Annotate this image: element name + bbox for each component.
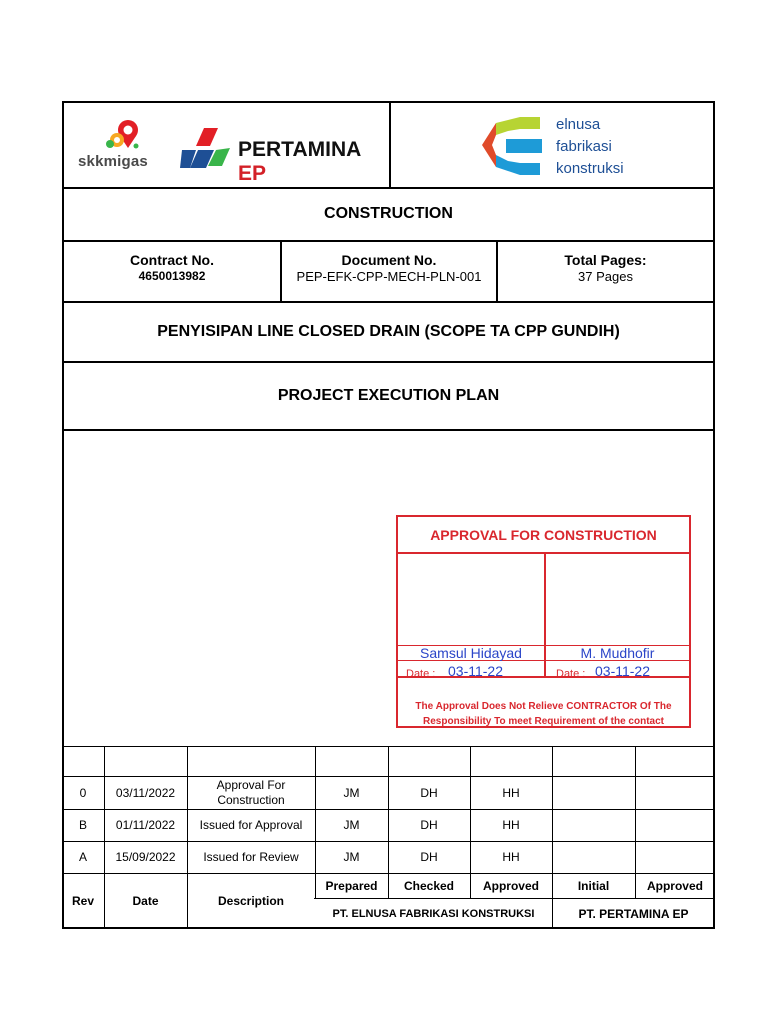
pages-label: Total Pages: — [564, 252, 647, 268]
rev-0-approved: HH — [502, 785, 520, 800]
pertamina-emblem-icon — [180, 126, 232, 170]
contract-label: Contract No. — [130, 252, 214, 268]
rev-b-date: 01/11/2022 — [115, 818, 176, 832]
section-title: CONSTRUCTION — [324, 205, 453, 222]
skkmigas-logo — [76, 116, 176, 176]
rev-a-prepared: JM — [343, 850, 360, 864]
logo-divider — [389, 101, 391, 188]
contractor-name: PT. ELNUSA FABRIKASI KONSTRUKSI — [332, 907, 535, 920]
approval-stamp — [396, 515, 691, 728]
rev-0-rev: 0 — [79, 785, 87, 800]
rev-0-date: 03/11/2022 — [115, 785, 176, 800]
pages-value: 37 Pages — [578, 269, 633, 284]
stamp-right-date: 03-11-22 — [595, 663, 651, 679]
stamp-right-name: M. Mudhofir — [580, 645, 655, 661]
owner-name: PT. PERTAMINA EP — [578, 906, 689, 921]
rev-0-checked: DH — [420, 785, 438, 800]
header-rev: Rev — [71, 894, 94, 908]
rev-b-rev: B — [78, 818, 87, 832]
pages-block — [498, 252, 713, 284]
contract-number: 4650013982 — [138, 269, 206, 283]
stamp-left-name: Samsul Hidayad — [420, 645, 522, 661]
elnusa-line-3: konstruksi — [556, 160, 624, 177]
rev-b-prepared: JM — [343, 818, 360, 832]
skkmigas-wordmark: skkmigas — [78, 153, 148, 170]
rev-a-checked: DH — [420, 850, 438, 864]
rev-0-desc: Approval For Construction — [216, 777, 286, 807]
rev-a-date: 15/09/2022 — [115, 850, 176, 864]
rev-b-approved: HH — [502, 818, 520, 832]
contract-block — [64, 252, 280, 283]
header-initial: Initial — [577, 878, 610, 893]
document-block — [282, 252, 496, 284]
document-title: PROJECT EXECUTION PLAN — [277, 386, 500, 404]
pertamina-logo — [180, 126, 385, 185]
header-approved-owner: Approved — [646, 878, 703, 893]
rev-b-checked: DH — [420, 818, 438, 832]
rev-b-desc: Issued for Approval — [199, 818, 303, 832]
elnusa-emblem-icon — [482, 115, 546, 177]
stamp-title: APPROVAL FOR CONSTRUCTION — [430, 526, 657, 543]
stamp-left-date: 03-11-22 — [448, 663, 504, 679]
rev-0-prepared: JM — [343, 785, 360, 800]
header-date: Date — [132, 894, 159, 908]
header-approved: Approved — [482, 878, 539, 893]
header-description: Description — [217, 894, 284, 908]
header-prepared: Prepared — [325, 878, 378, 893]
rev-a-desc: Issued for Review — [203, 850, 299, 864]
elnusa-line-2: fabrikasi — [556, 138, 612, 155]
project-title: PENYISIPAN LINE CLOSED DRAIN (SCOPE TA CPP GUNDIH) — [157, 322, 620, 340]
elnusa-line-1: elnusa — [556, 116, 601, 133]
stamp-left-date-label: Date : — [406, 668, 436, 680]
document-number: PEP-EFK-CPP-MECH-PLN-001 — [296, 269, 482, 284]
document-label: Document No. — [341, 252, 437, 268]
rev-a-rev: A — [78, 850, 87, 864]
pertamina-wordmark: PERTAMINA EP — [238, 138, 361, 185]
elnusa-logo — [482, 115, 652, 179]
header-checked: Checked — [403, 878, 455, 893]
rev-a-approved: HH — [502, 850, 520, 864]
stamp-right-date-label: Date : — [556, 668, 586, 680]
stamp-note: The Approval Does Not Relieve CONTRACTOR Of The Responsibility To meet Requirement of the contact — [415, 701, 672, 727]
